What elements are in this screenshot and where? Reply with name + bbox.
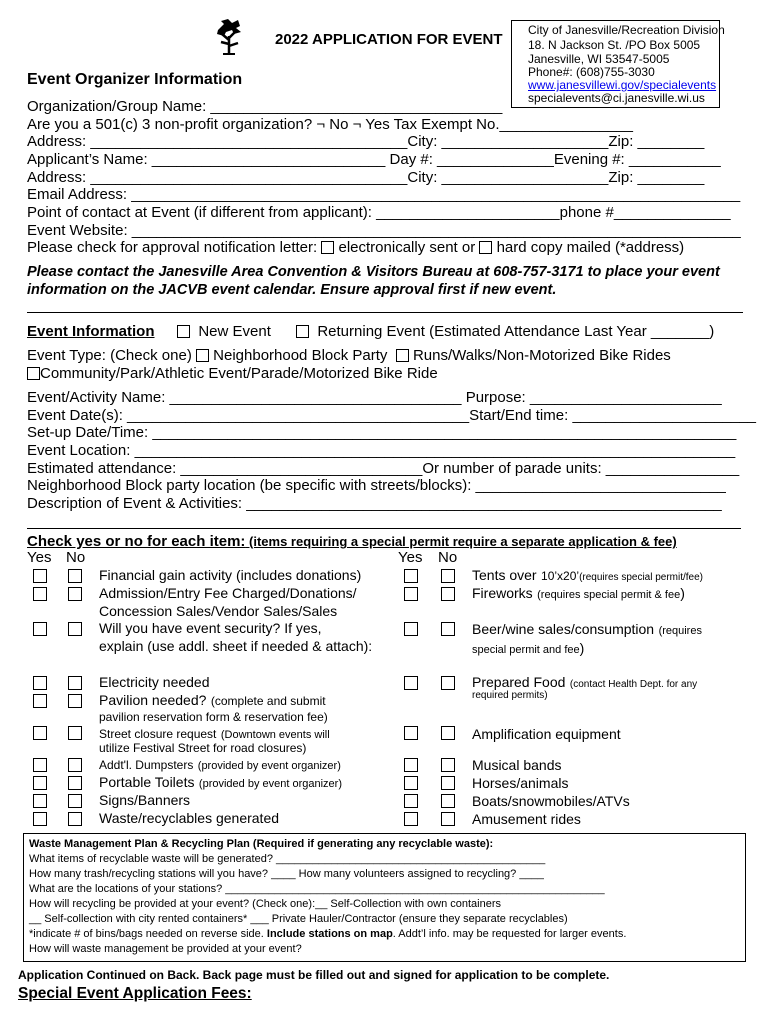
location-line[interactable]: Event Location: ________________________________________________________________________ (27, 442, 736, 459)
event-type-label: Event Type: (Check one) (27, 347, 192, 364)
type-community-park: Community/Park/Athletic Event/Parade/Motorized Bike Ride (40, 365, 438, 382)
tree-logo (212, 16, 246, 56)
checkbox-icon[interactable] (33, 587, 47, 601)
item-dumpsters (99, 756, 341, 774)
checkbox-icon[interactable] (441, 569, 455, 583)
checkbox-icon[interactable] (404, 622, 418, 636)
item-pavilion-note: (complete and submit (210, 694, 326, 708)
item-beer-wine-line-2 (472, 640, 584, 658)
checkbox-icon[interactable] (27, 367, 40, 380)
item-fireworks-paren: ) (680, 585, 685, 601)
checkbox-icon[interactable] (33, 676, 47, 690)
checkbox-icon[interactable] (68, 758, 82, 772)
yes-header-right: Yes (398, 549, 423, 566)
block-party-location-line[interactable]: Neighborhood Block party location (be specific with streets/blocks): ______________________________ (27, 477, 726, 494)
item-street-closure-note-2: utilize Festival Street for road closures) (99, 741, 307, 755)
item-horses-animals: Horses/animals (472, 775, 569, 791)
waste-bins-line (29, 928, 626, 941)
event-type-row-2 (27, 365, 438, 382)
item-electricity: Electricity needed (99, 674, 210, 690)
checkbox-icon[interactable] (441, 587, 455, 601)
approval-opt-electronic: electronically sent or (338, 239, 476, 256)
no-header-left: No (66, 549, 86, 566)
waste-collection-line[interactable]: __ Self-collection with city rented containers* ___ Private Hauler/Contractor (ensure they separate recyclables) (29, 913, 568, 925)
jacvb-notice-2: information on the JACVB event calendar. Ensure approval first if new event. (27, 282, 557, 298)
item-pavilion-note-2: pavilion reservation form & reservation fee) (99, 710, 328, 724)
waste-stations-line[interactable]: How many trash/recycling stations will you have? ____ How many volunteers assigned to recycling? ____ (29, 868, 544, 880)
item-dumpsters-label: Addt'l. Dumpsters (99, 758, 194, 772)
applicant-address-line[interactable]: Address: ______________________________________City: ____________________Zip: ________ (27, 169, 705, 186)
item-beer-wine (472, 621, 702, 639)
approval-line (27, 239, 684, 256)
checkbox-icon[interactable] (68, 776, 82, 790)
event-info-row (27, 323, 155, 340)
checkbox-icon[interactable] (68, 622, 82, 636)
checkbox-icon[interactable] (33, 776, 47, 790)
contact-line-3: Janesville, WI 53547-5005 (528, 52, 670, 66)
checkbox-icon[interactable] (404, 758, 418, 772)
checkbox-icon[interactable] (396, 349, 409, 362)
organizer-heading: Event Organizer Information (27, 71, 243, 88)
item-prepared-food-note: (contact Health Dept. for any (569, 679, 698, 690)
checkbox-icon[interactable] (33, 758, 47, 772)
yes-header-left: Yes (27, 549, 52, 566)
item-admission-fee: Admission/Entry Fee Charged/Donations/ (99, 585, 357, 601)
checkbox-icon[interactable] (33, 726, 47, 740)
item-fireworks-label: Fireworks (472, 585, 533, 601)
new-event-option[interactable] (177, 323, 271, 340)
item-street-closure-note: (Downtown events will (220, 729, 330, 741)
checkbox-icon[interactable] (321, 241, 334, 254)
item-tents (472, 567, 703, 585)
item-portable-toilets-note: (provided by event organizer) (198, 778, 342, 790)
item-prepared-food-note-2: required permits) (472, 690, 548, 701)
point-of-contact-line[interactable]: Point of contact at Event (if different from applicant): ______________________phone #______________ (27, 204, 731, 221)
checkbox-icon[interactable] (404, 676, 418, 690)
item-street-closure-label: Street closure request (99, 727, 217, 741)
type-block-party: Neighborhood Block Party (213, 347, 388, 364)
checkbox-icon[interactable] (441, 676, 455, 690)
activity-name-line[interactable]: Event/Activity Name: ___________________________________ Purpose: _______________________ (27, 389, 722, 406)
permits-heading-main: Check yes or no for each item: (27, 533, 246, 550)
org-address-line[interactable]: Address: ______________________________________City: ____________________Zip: ________ (27, 133, 705, 150)
checkbox-icon[interactable] (33, 622, 47, 636)
checkbox-icon[interactable] (68, 587, 82, 601)
item-beer-wine-note: (requires (658, 625, 702, 637)
checkbox-icon[interactable] (404, 776, 418, 790)
checkbox-icon[interactable] (33, 569, 47, 583)
fees-heading: Special Event Application Fees: (18, 985, 252, 1002)
item-amusement-rides: Amusement rides (472, 811, 581, 827)
attendance-line[interactable]: Estimated attendance: _____________________________Or number of parade units: ________________ (27, 460, 740, 477)
jacvb-notice-1: Please contact the Janesville Area Convention & Visitors Bureau at 608-757-3171 to place your event (27, 264, 720, 280)
waste-items-line[interactable]: What items of recyclable waste will be generated? ____________________________________________ (29, 853, 546, 865)
waste-bins-post: . Addt’l info. may be requested for larger events. (392, 928, 627, 940)
checkbox-icon[interactable] (441, 622, 455, 636)
item-tents-label: Tents over (472, 567, 537, 583)
event-info-heading: Event Information (27, 323, 155, 340)
checkbox-icon[interactable] (68, 812, 82, 826)
checkbox-icon[interactable] (441, 812, 455, 826)
item-beer-wine-label: Beer/wine sales/consumption (472, 621, 655, 637)
setup-line[interactable]: Set-up Date/Time: ______________________________________________________________________ (27, 424, 737, 441)
approval-label: Please check for approval notification letter: (27, 239, 318, 256)
description-line[interactable]: Description of Event & Activities: _________________________________________________________ (27, 495, 722, 512)
email-line[interactable]: Email Address: _________________________________________________________________________ (27, 186, 741, 203)
item-tents-size: 10’x20’ (541, 569, 580, 583)
waste-heading: Waste Management Plan & Recycling Plan (Required if generating any recyclable waste): (29, 838, 494, 850)
checkbox-icon[interactable] (33, 694, 47, 708)
item-concession-sales: Concession Sales/Vendor Sales/Sales (99, 603, 338, 619)
page-title: 2022 APPLICATION FOR EVENT (275, 31, 503, 48)
waste-recycling-line[interactable]: How will recycling be provided at your event? (Check one):__ Self-Collection with own containers (29, 898, 502, 910)
website-line[interactable]: Event Website: _________________________________________________________________________ (27, 222, 741, 239)
waste-bins-pre: *indicate # of bins/bags needed on reverse side. (29, 928, 267, 940)
contact-line-4: Phone#: (608)755-3030 (528, 65, 655, 79)
waste-locations-line[interactable]: What are the locations of your stations? ______________________________________________________________ (29, 883, 605, 895)
item-security-explain: explain (use addl. sheet if needed & attach): (99, 638, 373, 654)
checkbox-icon[interactable] (404, 812, 418, 826)
checkbox-icon[interactable] (33, 794, 47, 808)
item-fireworks (472, 585, 685, 603)
contact-line-1: City of Janesville/Recreation Division (528, 23, 725, 37)
checkbox-icon[interactable] (404, 587, 418, 601)
section-divider (27, 312, 743, 313)
checkbox-icon[interactable] (441, 776, 455, 790)
checkbox-icon[interactable] (68, 694, 82, 708)
item-beer-wine-paren: ) (579, 640, 585, 656)
item-pavilion-label: Pavilion needed? (99, 692, 207, 708)
approval-opt-hardcopy: hard copy mailed (*address) (496, 239, 685, 256)
checkbox-icon[interactable] (404, 569, 418, 583)
item-pavilion (99, 692, 326, 710)
event-dates-line[interactable]: Event Date(s): _________________________________________Start/End time: ______________________ (27, 407, 756, 424)
type-runs-walks: Runs/Walks/Non-Motorized Bike Rides (412, 347, 671, 364)
item-portable-toilets-label: Portable Toilets (99, 774, 195, 790)
permits-heading-note: (items requiring a special permit require a separate application & fee) (245, 534, 677, 549)
event-type-row (27, 347, 671, 364)
checkbox-icon[interactable] (441, 794, 455, 808)
website-link[interactable]: www.janesvillewi.gov/specialevents (528, 78, 717, 92)
item-amplification: Amplification equipment (472, 726, 621, 742)
checkbox-icon[interactable] (196, 349, 209, 362)
returning-event-option[interactable] (296, 323, 714, 340)
permits-heading (27, 533, 677, 550)
returning-event-label: Returning Event (Estimated Attendance Last Year _______) (317, 323, 715, 340)
item-financial-gain: Financial gain activity (includes donations) (99, 567, 362, 583)
no-header-right: No (438, 549, 458, 566)
item-boats-atvs: Boats/snowmobiles/ATVs (472, 793, 630, 809)
checkbox-icon[interactable] (296, 325, 309, 338)
item-waste-generated: Waste/recyclables generated (99, 810, 280, 826)
checkbox-icon[interactable] (404, 726, 418, 740)
checkbox-icon[interactable] (33, 812, 47, 826)
checkbox-icon[interactable] (404, 794, 418, 808)
org-name-line[interactable]: Organization/Group Name: ___________________________________ (27, 98, 503, 115)
item-fireworks-note: (requires special permit & fee (537, 589, 681, 601)
checkbox-icon[interactable] (68, 676, 82, 690)
nonprofit-line[interactable]: Are you a 501(c) 3 non-profit organization? ¬ No ¬ Yes Tax Exempt No.________________ (27, 116, 633, 133)
new-event-label: New Event (198, 323, 271, 340)
description-extra-line[interactable] (27, 528, 741, 529)
contact-email: specialevents@ci.janesville.wi.us (528, 91, 705, 105)
checkbox-icon[interactable] (441, 726, 455, 740)
contact-line-2: 18. N Jackson St. /PO Box 5005 (528, 38, 701, 52)
checkbox-icon[interactable] (68, 726, 82, 740)
item-musical-bands: Musical bands (472, 757, 562, 773)
waste-bins-bold: Include stations on map (266, 928, 393, 940)
item-prepared-food-label: Prepared Food (472, 674, 566, 690)
continued-notice: Application Continued on Back. Back page must be filled out and signed for application to be complete. (18, 968, 610, 982)
checkbox-icon[interactable] (479, 241, 492, 254)
item-event-security: Will you have event security? If yes, (99, 620, 322, 636)
checkbox-icon[interactable] (68, 569, 82, 583)
item-tents-note: (requires special permit/fee) (579, 572, 704, 583)
item-signs-banners: Signs/Banners (99, 792, 191, 808)
checkbox-icon[interactable] (68, 794, 82, 808)
checkbox-icon[interactable] (441, 758, 455, 772)
item-beer-wine-note-2: special permit and fee (472, 644, 580, 656)
applicant-name-line[interactable]: Applicant’s Name: ____________________________ Day #: ______________Evening #: ___________ (27, 151, 721, 168)
checkbox-icon[interactable] (177, 325, 190, 338)
waste-management-line[interactable]: How will waste management be provided at your event? (29, 943, 302, 955)
item-portable-toilets (99, 774, 342, 792)
item-dumpsters-note: (provided by event organizer) (197, 760, 341, 772)
